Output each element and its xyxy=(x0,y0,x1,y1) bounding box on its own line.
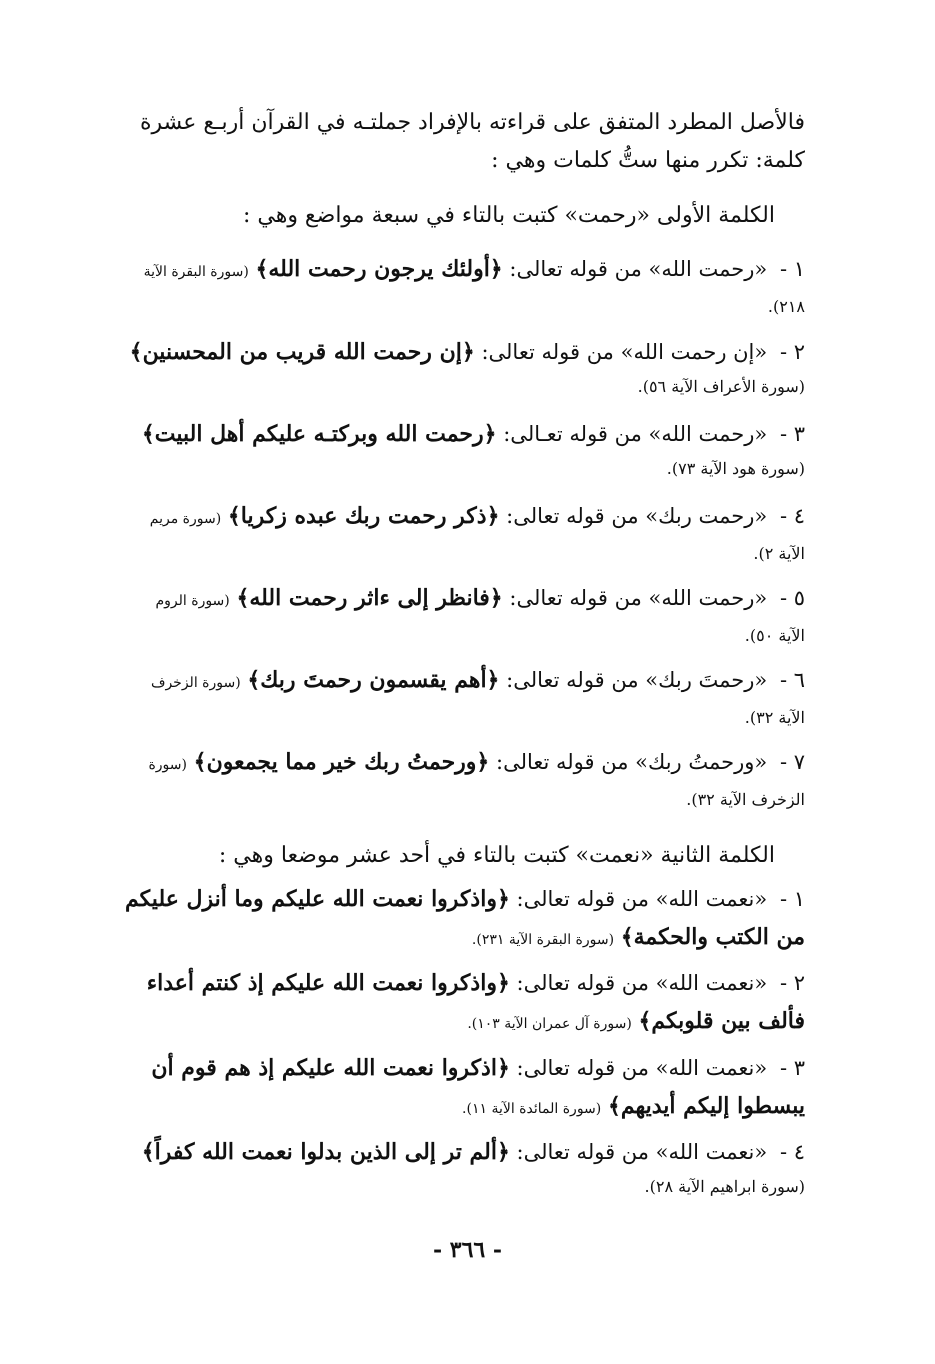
item-word: «رحمت الله» من قوله تعالى: xyxy=(509,257,768,281)
intro-line-2: كلمة: تكرر منها ستُّ كلمات وهي : xyxy=(491,148,805,173)
reference-cont: الآية ٥٠). xyxy=(744,626,805,645)
section1-item-7 xyxy=(105,743,805,816)
item-number: ٧ - xyxy=(779,750,805,774)
item-number: ٦ - xyxy=(779,668,805,692)
section1-item-6 xyxy=(105,661,805,734)
reference-cont: الزخرف الآية ٣٢). xyxy=(686,790,805,809)
reference: (سورة الزخرف xyxy=(150,675,241,691)
verse: ﴿واذكروا نعمت الله عليكم وما أنزل عليكم xyxy=(125,886,510,912)
reference-cont: الآية ٣٢). xyxy=(744,708,805,727)
item-word: «نعمت الله» من قوله تعالى: xyxy=(516,1140,768,1164)
item-word: «إن رحمت الله» من قوله تعالى: xyxy=(481,340,768,364)
reference: (سورة xyxy=(148,757,187,773)
section2-item-3 xyxy=(105,1049,805,1128)
section1-item-2 xyxy=(105,333,805,403)
section1-item-1 xyxy=(105,250,805,323)
reference: (سورة الروم xyxy=(155,593,230,609)
verse: ﴿ألم تر إلى الذين بدلوا نعمت الله كفراً﴾ xyxy=(141,1139,510,1165)
reference-cont: الآية ٢). xyxy=(753,544,805,563)
item-word: «رحمت ربك» من قوله تعالى: xyxy=(506,504,768,528)
item-number: ١ - xyxy=(779,887,805,911)
reference: (سورة مريم xyxy=(149,511,222,527)
reference-cont: ٢١٨). xyxy=(767,297,805,316)
verse: ﴿أهم يقسمون رحمتَ ربك﴾ xyxy=(247,667,500,693)
item-number: ٣ - xyxy=(779,422,805,446)
verse: ﴿رحمت الله وبركتـه عليكم أهل البيت﴾ xyxy=(141,421,497,447)
verse: ﴿فانظر إلى ءاثر رحمت الله﴾ xyxy=(236,585,503,611)
reference: (سورة البقرة الآية ٢٣١). xyxy=(471,932,615,948)
verse: ﴿ورحمتُ ربك خير مما يجمعون﴾ xyxy=(193,749,490,775)
item-number: ١ - xyxy=(779,257,805,281)
page-number: - ٣٦٦ - xyxy=(432,1237,503,1263)
item-number: ٣ - xyxy=(779,1056,805,1080)
item-number: ٤ - xyxy=(779,504,805,528)
reference: (سورة الأعراف الآية ٥٦). xyxy=(637,377,805,396)
reference: (سورة هود الآية ٧٣). xyxy=(666,459,805,478)
section1-item-4 xyxy=(105,497,805,570)
section1-item-3 xyxy=(105,415,805,485)
section2-item-2 xyxy=(105,964,805,1043)
intro-line-1: فالأصل المطرد المتفق على قراءته بالإفراد جملتـه في القرآن أربـع عشرة xyxy=(139,110,805,135)
item-number: ٤ - xyxy=(779,1140,805,1164)
item-number: ٢ - xyxy=(779,971,805,995)
item-word: «نعمت الله» من قوله تعالى: xyxy=(516,971,768,995)
section2-item-1 xyxy=(105,880,805,959)
item-word: «ورحمتُ ربك» من قوله تعالى: xyxy=(496,750,768,774)
reference: (سورة ابراهيم الآية ٢٨). xyxy=(644,1177,805,1196)
item-word: «رحمت الله» من قوله تعالى: xyxy=(509,586,768,610)
item-word: «نعمت الله» من قوله تعالى: xyxy=(516,1056,768,1080)
item-number: ٥ - xyxy=(779,586,805,610)
reference: (سورة المائدة الآية ١١). xyxy=(462,1101,602,1117)
item-word: «رحمت الله» من قوله تعـالى: xyxy=(503,422,768,446)
verse: ﴿أولئك يرجون رحمت الله﴾ xyxy=(255,256,503,282)
item-word: «نعمت الله» من قوله تعالى: xyxy=(516,887,768,911)
verse-cont: من الكتب والحكمة﴾ xyxy=(620,924,805,950)
reference: (سورة آل عمران الآية ١٠٣). xyxy=(467,1016,632,1032)
intro-paragraph xyxy=(105,104,805,180)
reference: (سورة البقرة الآية xyxy=(143,264,249,280)
section2-item-4 xyxy=(105,1133,805,1203)
section1-item-5 xyxy=(105,579,805,652)
item-number: ٢ - xyxy=(779,340,805,364)
verse: ﴿إن رحمت الله قريب من المحسنين﴾ xyxy=(129,339,475,365)
verse: ﴿اذكروا نعمت الله عليكم إذ هم قوم أن xyxy=(151,1055,510,1081)
verse: ﴿واذكروا نعمت الله عليكم إذ كنتم أعداء xyxy=(146,970,510,996)
verse: ﴿ذكر رحمت ربك عبده زكريا﴾ xyxy=(227,503,500,529)
item-word: «رحمتَ ربك» من قوله تعالى: xyxy=(506,668,768,692)
verse-cont: فألف بين قلوبكم﴾ xyxy=(638,1008,805,1034)
section1-heading: الكلمة الأولى «رحمت» كتبت بالتاء في سبعة مواضع وهي : xyxy=(242,203,775,228)
verse-cont: يبسطوا إليكم أيديهم﴾ xyxy=(607,1093,805,1119)
section2-heading: الكلمة الثانية «نعمت» كتبت بالتاء في أحد عشر موضعا وهي : xyxy=(218,843,775,868)
